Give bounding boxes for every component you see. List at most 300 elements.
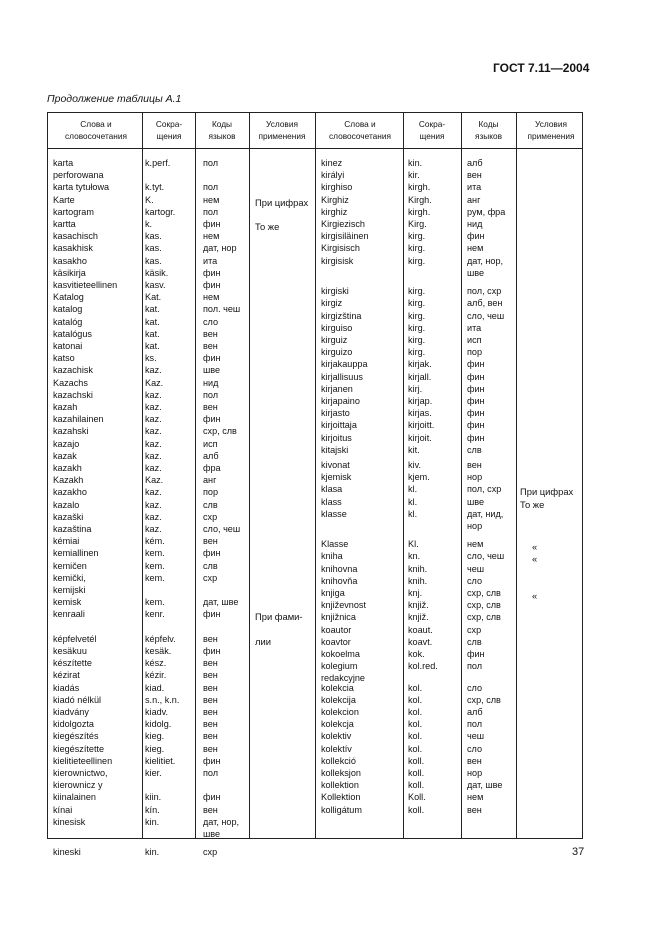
table-cell-word: kierownicz y: [53, 780, 103, 791]
table-cell-abbr: kat.: [145, 341, 160, 351]
table-cell-word: kiadvány: [53, 707, 89, 717]
table-cell-word: kirghiz: [321, 206, 348, 217]
table-cell-abbr: kirjall.: [408, 371, 432, 382]
table-cell-code: фин: [203, 609, 221, 620]
table-cell-word: Karte: [53, 194, 75, 205]
table-cell-word: koautor: [321, 624, 352, 635]
table-cell-code: сло: [467, 682, 483, 693]
table-cell-code: алб: [467, 707, 483, 717]
table-cell-abbr: kaz.: [145, 402, 162, 412]
table-cell-code: вен: [203, 694, 218, 705]
table-cell-abbr: kas.: [145, 243, 162, 254]
table-cell-word: kazakho: [53, 487, 87, 498]
table-cell-word: kazaški: [53, 511, 84, 522]
table-cell-word: kirguizo: [321, 347, 353, 358]
table-cell-code: ита: [467, 322, 482, 333]
column-header-codes: [466, 118, 511, 142]
condition-note: лии: [255, 635, 271, 647]
table-cell-code: схр, слв: [467, 588, 501, 599]
table-cell-abbr: kaz.: [145, 365, 162, 376]
table-cell-code: схр, слв: [203, 426, 237, 437]
table-cell-abbr: kieg.: [145, 731, 165, 742]
table-cell-word: kirjasto: [321, 408, 350, 419]
table-cell-code: нем: [203, 292, 220, 303]
table-cell-word: kazak: [53, 450, 77, 461]
table-cell-code: фин: [467, 395, 485, 406]
table-cell-abbr: kirj.: [408, 383, 423, 394]
table-cell-abbr: kaz.: [145, 524, 162, 534]
table-cell-code: пол, схр: [467, 286, 502, 297]
table-cell-abbr: kiad.: [145, 682, 165, 693]
table-cell-code: вен: [203, 536, 218, 547]
table-cell-abbr: kielitiet.: [145, 755, 176, 766]
table-cell-code: дат, шве: [203, 597, 239, 608]
table-cell-abbr: kol.red.: [408, 661, 438, 672]
table-cell-abbr: k.: [145, 219, 153, 229]
table-cell-word: kivonat: [321, 459, 350, 470]
table-cell-word: kolligátum: [321, 804, 362, 815]
table-cell-word: koavtor: [321, 636, 351, 647]
table-cell-abbr: Kaz.: [145, 475, 164, 486]
table-cell-word: kolektív: [321, 743, 352, 754]
table-cell-word: katalog: [53, 304, 83, 315]
table-cell-abbr: kirjas.: [408, 408, 432, 419]
column-divider: [195, 113, 196, 838]
table-cell-abbr: knih.: [408, 563, 428, 574]
table-cell-code: пол: [203, 389, 219, 400]
table-cell-word: Kirgiezisch: [321, 219, 365, 229]
condition-note: При цифрах: [255, 196, 309, 208]
table-cell-abbr: kat.: [145, 328, 160, 339]
table-cell-abbr: kész.: [145, 658, 167, 669]
table-cell-abbr: Kirgh.: [408, 194, 432, 205]
table-cell-abbr: kem.: [145, 560, 165, 571]
table-cell-word: kielitieteellinen: [53, 755, 113, 766]
column-divider: [461, 113, 462, 838]
table-cell-abbr: kaz.: [145, 426, 162, 437]
table-cell-code: нем: [203, 194, 220, 205]
table-cell-word: perforowana: [53, 170, 104, 181]
table-cell-word: redakcyjne: [321, 673, 365, 684]
table-cell-code: вен: [467, 170, 482, 181]
table-cell-word: karta: [53, 158, 74, 168]
table-cell-code: фин: [203, 280, 221, 290]
table-cell-word: kiinalainen: [53, 792, 96, 803]
table-cell-word: kasakhisk: [53, 243, 93, 254]
table-cell-abbr: kok.: [408, 649, 425, 660]
table-cell-abbr: kiin.: [145, 792, 162, 803]
table-cell-word: kemičen: [53, 560, 87, 571]
table-cell-code: фин: [467, 231, 485, 242]
table-cell-abbr: kas.: [145, 255, 162, 266]
table-cell-code: вен: [467, 459, 482, 470]
table-cell-code: нор: [467, 472, 483, 483]
table-cell-abbr: kl.: [408, 484, 418, 495]
column-header-text: Сокра-щения: [155, 119, 183, 141]
table-caption: Продолжение таблицы А.1: [47, 93, 182, 105]
table-cell-word: kolegium: [321, 661, 358, 672]
table-cell-word: kiegészítés: [53, 731, 99, 742]
table-cell-word: kniha: [321, 551, 343, 562]
table-cell-abbr: kaz.: [145, 463, 162, 473]
table-cell-code: слв: [467, 444, 482, 455]
table-cell-word: katonai: [53, 341, 83, 351]
column-header-words: [52, 118, 140, 142]
table-cell-abbr: képfelv.: [145, 633, 176, 644]
table-cell-code: фин: [203, 792, 221, 803]
table-cell-code: фин: [203, 353, 221, 364]
table-cell-code: пол: [467, 719, 483, 730]
column-header-text: Коды языков: [474, 119, 502, 141]
table-cell-word: kasachisch: [53, 231, 98, 242]
table-cell-code: нид: [467, 219, 483, 229]
table-cell-code: пол: [203, 768, 219, 778]
table-cell-abbr: kol.: [408, 731, 423, 742]
table-cell-word: kazah: [53, 402, 78, 412]
table-cell-word: kasvitieteellinen: [53, 280, 118, 290]
column-header-abbr: [413, 118, 451, 142]
table-cell-abbr: kaz.: [145, 438, 162, 449]
table-cell-code: слв: [467, 636, 482, 647]
table-cell-word: kirgiski: [321, 286, 349, 297]
table-cell-word: kineski: [53, 847, 81, 858]
table-cell-abbr: kirjap.: [408, 395, 433, 406]
table-cell-abbr: kaz.: [145, 414, 162, 425]
table-cell-word: kolektiv: [321, 731, 352, 742]
table-cell-code: рум, фра: [467, 206, 506, 217]
table-cell-word: kolekcia: [321, 682, 354, 693]
table-cell-code: нем: [467, 539, 484, 550]
table-cell-word: kemiallinen: [53, 548, 99, 559]
table-cell-word: kemički,: [53, 572, 86, 583]
column-header-text: Условия применения: [527, 119, 575, 141]
table-cell-word: kolekcja: [321, 719, 354, 730]
table-cell-code: фин: [203, 646, 221, 656]
table-cell-abbr: k.tyt.: [145, 182, 165, 193]
table-cell-code: анг: [467, 194, 481, 205]
table-cell-word: kiegészítette: [53, 743, 105, 754]
table-cell-word: karta tytułowa: [53, 182, 110, 193]
column-divider: [249, 113, 250, 838]
table-cell-abbr: kat.: [145, 316, 160, 327]
table-cell-abbr: kirgh.: [408, 206, 431, 217]
condition-note: То же: [520, 498, 545, 510]
table-cell-abbr: kat.: [145, 304, 160, 315]
column-divider: [142, 113, 143, 838]
table-cell-code: вен: [203, 633, 218, 644]
table-cell-code: фин: [467, 371, 485, 382]
table-cell-abbr: kl.: [408, 496, 418, 507]
page-number: 37: [572, 846, 585, 858]
column-header-text: Слова и словосочетания: [65, 119, 127, 141]
table-cell-code: фин: [203, 755, 221, 766]
condition-note: То же: [255, 221, 280, 232]
table-cell-code: схр, слв: [467, 600, 501, 611]
table-cell-code: дат, шве: [467, 780, 503, 791]
table-cell-abbr: kidolg.: [145, 719, 172, 730]
column-header-text: Слова и словосочетания: [329, 119, 391, 141]
table-cell-abbr: kn.: [408, 551, 421, 562]
table-cell-code: дат, нор: [203, 243, 237, 254]
table-cell-word: kierownictwo,: [53, 768, 108, 778]
table-cell-word: kollektion: [321, 780, 359, 791]
table-cell-code: пор: [467, 347, 483, 358]
condition-note: «: [532, 541, 538, 553]
table-cell-abbr: koll.: [408, 755, 425, 766]
table-cell-word: kirjoittaja: [321, 420, 357, 431]
table-cell-word: kazalo: [53, 499, 80, 510]
condition-note: При фами-: [255, 611, 303, 623]
table-cell-word: kazaština: [53, 524, 92, 534]
table-cell-word: katso: [53, 353, 75, 364]
table-cell-abbr: kaz.: [145, 450, 162, 461]
table-cell-abbr: kl.: [408, 508, 418, 519]
table-cell-code: алб, вен: [467, 298, 503, 309]
table-cell-code: исп: [467, 334, 482, 345]
table-cell-word: kolleksjon: [321, 768, 361, 778]
table-cell-abbr: kirg.: [408, 347, 426, 358]
column-header-abbr: [152, 118, 186, 142]
table-cell-abbr: kaz.: [145, 499, 162, 510]
table-cell-abbr: kit.: [408, 444, 420, 455]
table-cell-code: вен: [203, 328, 218, 339]
table-cell-code: схр, слв: [467, 612, 501, 623]
table-cell-code: сло: [467, 743, 483, 754]
table-cell-word: kenraali: [53, 609, 85, 620]
table-cell-word: Kazakh: [53, 475, 84, 486]
table-cell-word: kidolgozta: [53, 719, 94, 730]
table-cell-abbr: kas.: [145, 231, 162, 242]
table-cell-code: вен: [203, 670, 218, 681]
table-cell-abbr: K.: [145, 194, 154, 205]
table-cell-word: képfelvetél: [53, 633, 97, 644]
condition-note: При цифрах: [520, 486, 574, 498]
table-cell-word: klasse: [321, 508, 347, 519]
table-cell-word: kolekcion: [321, 707, 359, 717]
table-cell-code: сло, чеш: [467, 310, 505, 321]
table-cell-word: kazakh: [53, 463, 82, 473]
table-cell-word: kazahilainen: [53, 414, 104, 425]
table-cell-code: схр: [467, 624, 482, 635]
table-cell-abbr: s.n., k.n.: [145, 694, 180, 705]
table-cell-word: kokoelma: [321, 649, 360, 660]
table-cell-word: kézirat: [53, 670, 80, 681]
table-cell-code: схр, слв: [467, 694, 501, 705]
table-cell-word: kirjanen: [321, 383, 353, 394]
table-cell-abbr: koavt.: [408, 636, 433, 647]
table-cell-code: вен: [203, 682, 218, 693]
table-cell-abbr: kirjoitt.: [408, 420, 435, 431]
table-cell-abbr: kirg.: [408, 322, 426, 333]
table-cell-abbr: kirgh.: [408, 182, 431, 193]
table-cell-abbr: kiadv.: [145, 707, 169, 717]
table-cell-abbr: kier.: [145, 768, 162, 778]
table-cell-code: пол: [203, 206, 219, 217]
table-cell-code: пол: [203, 182, 219, 193]
table-cell-code: нем: [467, 792, 484, 803]
table-cell-word: Kollektion: [321, 792, 361, 803]
table-cell-code: сло: [467, 575, 483, 586]
table-cell-abbr: kín.: [145, 804, 160, 815]
condition-note: «: [532, 590, 538, 602]
table-cell-abbr: kartogr.: [145, 206, 176, 217]
table-cell-abbr: kjem.: [408, 472, 430, 483]
table-cell-code: вен: [203, 341, 218, 351]
table-cell-word: književnost: [321, 600, 366, 611]
table-cell-code: шве: [203, 829, 221, 839]
table-cell-abbr: kol.: [408, 719, 423, 730]
table-cell-word: kirjallisuus: [321, 371, 363, 382]
table-cell-abbr: kaz.: [145, 511, 162, 522]
table-cell-word: kirguiso: [321, 322, 353, 333]
table-cell-word: kirjapaino: [321, 395, 360, 406]
table-cell-word: kemijski: [53, 585, 86, 595]
table-cell-abbr: knjiž.: [408, 612, 429, 623]
table-cell-code: вен: [467, 804, 482, 815]
table-cell-abbr: knj.: [408, 588, 423, 599]
column-header-codes: [200, 118, 244, 142]
table-cell-abbr: kenr.: [145, 609, 165, 620]
table-cell-abbr: kol.: [408, 682, 423, 693]
table-cell-abbr: koll.: [408, 780, 425, 791]
table-cell-word: kazachisk: [53, 365, 93, 376]
column-header-text: Коды языков: [208, 119, 236, 141]
table-cell-code: шве: [467, 496, 485, 507]
table-cell-code: фра: [203, 463, 221, 473]
table-cell-abbr: kem.: [145, 572, 165, 583]
column-divider: [403, 113, 404, 838]
table-cell-abbr: koll.: [408, 768, 425, 778]
table-cell-abbr: kol.: [408, 707, 423, 717]
table-cell-word: kasakho: [53, 255, 87, 266]
table-cell-abbr: kirjak.: [408, 359, 432, 370]
table-cell-abbr: käsik.: [145, 267, 169, 278]
table-cell-word: klasa: [321, 484, 343, 495]
table-cell-word: kínai: [53, 804, 73, 815]
column-header-text: Сокра-щения: [418, 119, 446, 141]
table-cell-word: kirghiso: [321, 182, 353, 193]
table-cell-word: kazajo: [53, 438, 80, 449]
table-cell-abbr: kirg.: [408, 243, 426, 254]
table-cell-word: kazahski: [53, 426, 89, 437]
table-cell-abbr: kirg.: [408, 334, 426, 345]
table-cell-abbr: kin.: [145, 847, 160, 858]
table-cell-abbr: kaz.: [145, 389, 162, 400]
table-cell-code: фин: [203, 267, 221, 278]
table-cell-abbr: kirg.: [408, 298, 426, 309]
table-cell-word: kirjoitus: [321, 432, 352, 443]
table-cell-code: схр: [203, 847, 218, 858]
table-cell-code: фин: [203, 414, 221, 425]
table-cell-code: вен: [203, 402, 218, 412]
table-cell-code: алб: [203, 450, 219, 461]
column-divider: [516, 113, 517, 838]
table-cell-word: kazachski: [53, 389, 93, 400]
table-cell-abbr: kirg.: [408, 255, 426, 266]
table-cell-abbr: Koll.: [408, 792, 426, 803]
table-cell-code: фин: [467, 649, 485, 660]
table-cell-word: készítette: [53, 658, 92, 669]
table-cell-code: слв: [203, 560, 218, 571]
table-cell-abbr: kém.: [145, 536, 165, 547]
table-cell-word: kinesisk: [53, 816, 86, 827]
table-cell-abbr: Kaz.: [145, 377, 164, 388]
table-cell-abbr: kem.: [145, 548, 165, 559]
table-cell-word: kemisk: [53, 597, 82, 608]
table-cell-word: knjiga: [321, 588, 345, 599]
table-cell-word: katalóg: [53, 316, 83, 327]
table-cell-abbr: kem.: [145, 597, 165, 608]
table-cell-code: анг: [203, 475, 217, 486]
column-header-text: Условия применения: [258, 119, 306, 141]
table-cell-abbr: kirjoit.: [408, 432, 432, 443]
column-header-conditions: [521, 118, 581, 142]
table-cell-word: kirguiz: [321, 334, 348, 345]
table-cell-code: схр: [203, 572, 218, 583]
table-cell-code: вен: [203, 731, 218, 742]
table-cell-code: алб: [467, 158, 483, 168]
table-cell-code: вен: [203, 743, 218, 754]
table-cell-word: kesäkuu: [53, 646, 87, 656]
table-cell-abbr: kasv.: [145, 280, 166, 290]
table-cell-code: чеш: [467, 731, 485, 742]
table-cell-abbr: kirg.: [408, 231, 426, 242]
table-cell-abbr: kiv.: [408, 459, 421, 470]
table-cell-code: фин: [467, 359, 485, 370]
table-cell-code: фин: [467, 420, 485, 431]
table-cell-word: Klasse: [321, 539, 349, 550]
table-cell-word: kartta: [53, 219, 76, 229]
table-cell-word: Kazachs: [53, 377, 88, 388]
table-cell-word: kirgizština: [321, 310, 362, 321]
column-divider: [315, 113, 316, 838]
table-cell-abbr: kirg.: [408, 286, 426, 297]
header-divider: [48, 148, 582, 149]
table-cell-word: klass: [321, 496, 342, 507]
table-cell-abbr: kol.: [408, 694, 423, 705]
table-cell-abbr: kin.: [408, 158, 423, 168]
table-cell-word: Katalog: [53, 292, 84, 303]
table-cell-word: knihovna: [321, 563, 358, 574]
table-cell-code: сло, чеш: [467, 551, 505, 562]
table-cell-code: сло, чеш: [203, 524, 241, 534]
table-cell-abbr: kin.: [145, 816, 160, 827]
table-cell-code: нем: [203, 231, 220, 242]
table-cell-word: kiadó nélkül: [53, 694, 102, 705]
table-cell-word: knihovňa: [321, 575, 358, 586]
table-cell-word: Kirgisisch: [321, 243, 360, 254]
table-cell-word: kinez: [321, 158, 343, 168]
table-cell-code: ита: [203, 255, 218, 266]
table-cell-abbr: kieg.: [145, 743, 165, 754]
table-cell-code: вен: [203, 719, 218, 730]
table-cell-code: дат, нор,: [203, 816, 240, 827]
table-cell-code: сло: [203, 316, 219, 327]
table-cell-code: шве: [203, 365, 221, 376]
table-cell-abbr: koaut.: [408, 624, 433, 635]
table-cell-code: фин: [467, 432, 485, 443]
table-cell-code: фин: [467, 408, 485, 419]
table-cell-word: kémiai: [53, 536, 80, 547]
table-cell-word: kirgisiläinen: [321, 231, 369, 242]
table-cell-word: kirgiz: [321, 298, 343, 309]
table-cell-abbr: Kirg.: [408, 219, 427, 229]
table-cell-word: kartogram: [53, 206, 94, 217]
table-cell-abbr: koll.: [408, 804, 425, 815]
table-cell-code: дат, нор,: [467, 255, 504, 266]
table-cell-abbr: knih.: [408, 575, 428, 586]
table-cell-code: вен: [203, 707, 218, 717]
